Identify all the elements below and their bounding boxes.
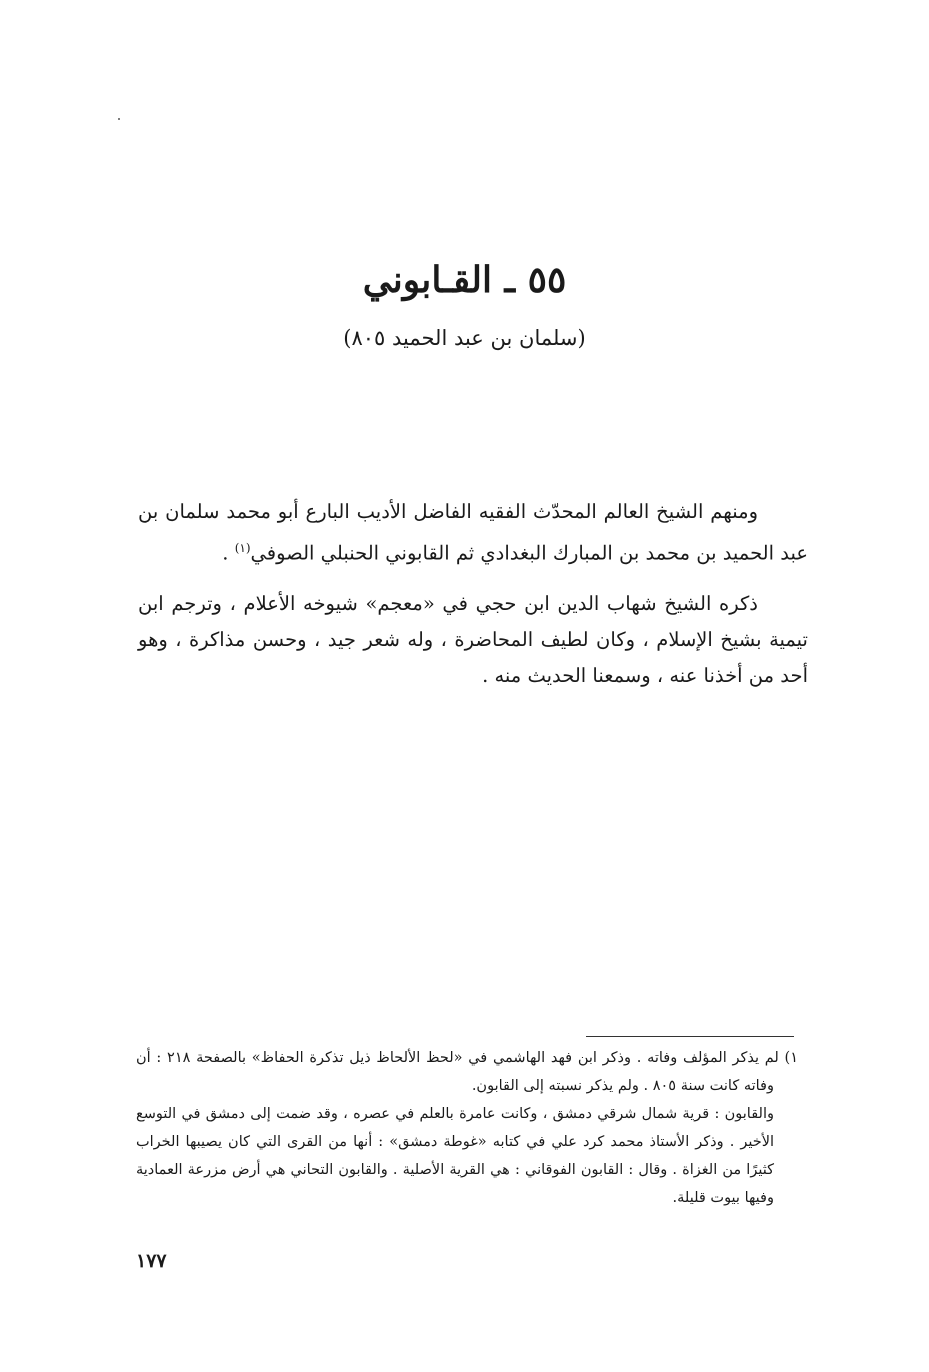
page-number: ١٧٧ bbox=[136, 1250, 167, 1272]
footnote-marker: (١) bbox=[234, 541, 251, 555]
paragraph-2: ذكره الشيخ شهاب الدين ابن حجي في «معجم» شيوخه الأعلام ، وترجم ابن تيمية بشيخ الإسلام ، وكان لطيف المحاضرة ، وله شعر جيد ، وحسن مذاكرة ، وهو أحد من أخذنا عنه ، وسمعنا الحديث منه . bbox=[138, 591, 808, 687]
chapter-subtitle: (سلمان بن عبد الحميد ٨٠٥) bbox=[343, 326, 586, 350]
paragraph-1-text: ومنهم الشيخ العالم المحدّث الفقيه الفاضل الأديب البارع أبو محمد سلمان بن عبد الحميد بن محمد بن المبارك البغدادي ثم القابوني الحنبلي الصوفي bbox=[138, 500, 808, 565]
paragraph-1 bbox=[138, 494, 808, 572]
body-text bbox=[138, 494, 808, 708]
footnote-2: والقابون : قرية شمال شرقي دمشق ، وكانت عامرة بالعلم في عصره ، وقد ضمت إلى دمشق في التوسع الأخير . وذكر الأستاذ محمد كرد علي في كتابه «غوطة دمشق» : أنها من القرى التي كان يصيبها الخراب كثيرًا من الغزاة . وقال : القابون الفوقاني : هي القرية الأصلية . والقابون التحاني هي أرض مزرعة العمادية وفيها بيوت قليلة. bbox=[136, 1106, 774, 1206]
footnotes bbox=[136, 1044, 798, 1212]
paragraph-1-end: . bbox=[222, 541, 235, 565]
footnote-1-text: لم يذكر المؤلف وفاته . وذكر ابن فهد الهاشمي في «لحظ الألحاظ ذيل تذكرة الحفاظ» بالصفحة ٢١٨ : أن وفاته كانت سنة ٨٠٥ . ولم يذكر نسبته إلى القابون. bbox=[136, 1050, 779, 1094]
page-speck bbox=[118, 118, 120, 120]
footnote-1-number: ١) bbox=[784, 1050, 799, 1066]
footnote-divider bbox=[586, 1036, 794, 1037]
chapter-title: ٥٥ ـ القـابوني bbox=[362, 259, 567, 301]
footnote-1 bbox=[136, 1044, 798, 1100]
